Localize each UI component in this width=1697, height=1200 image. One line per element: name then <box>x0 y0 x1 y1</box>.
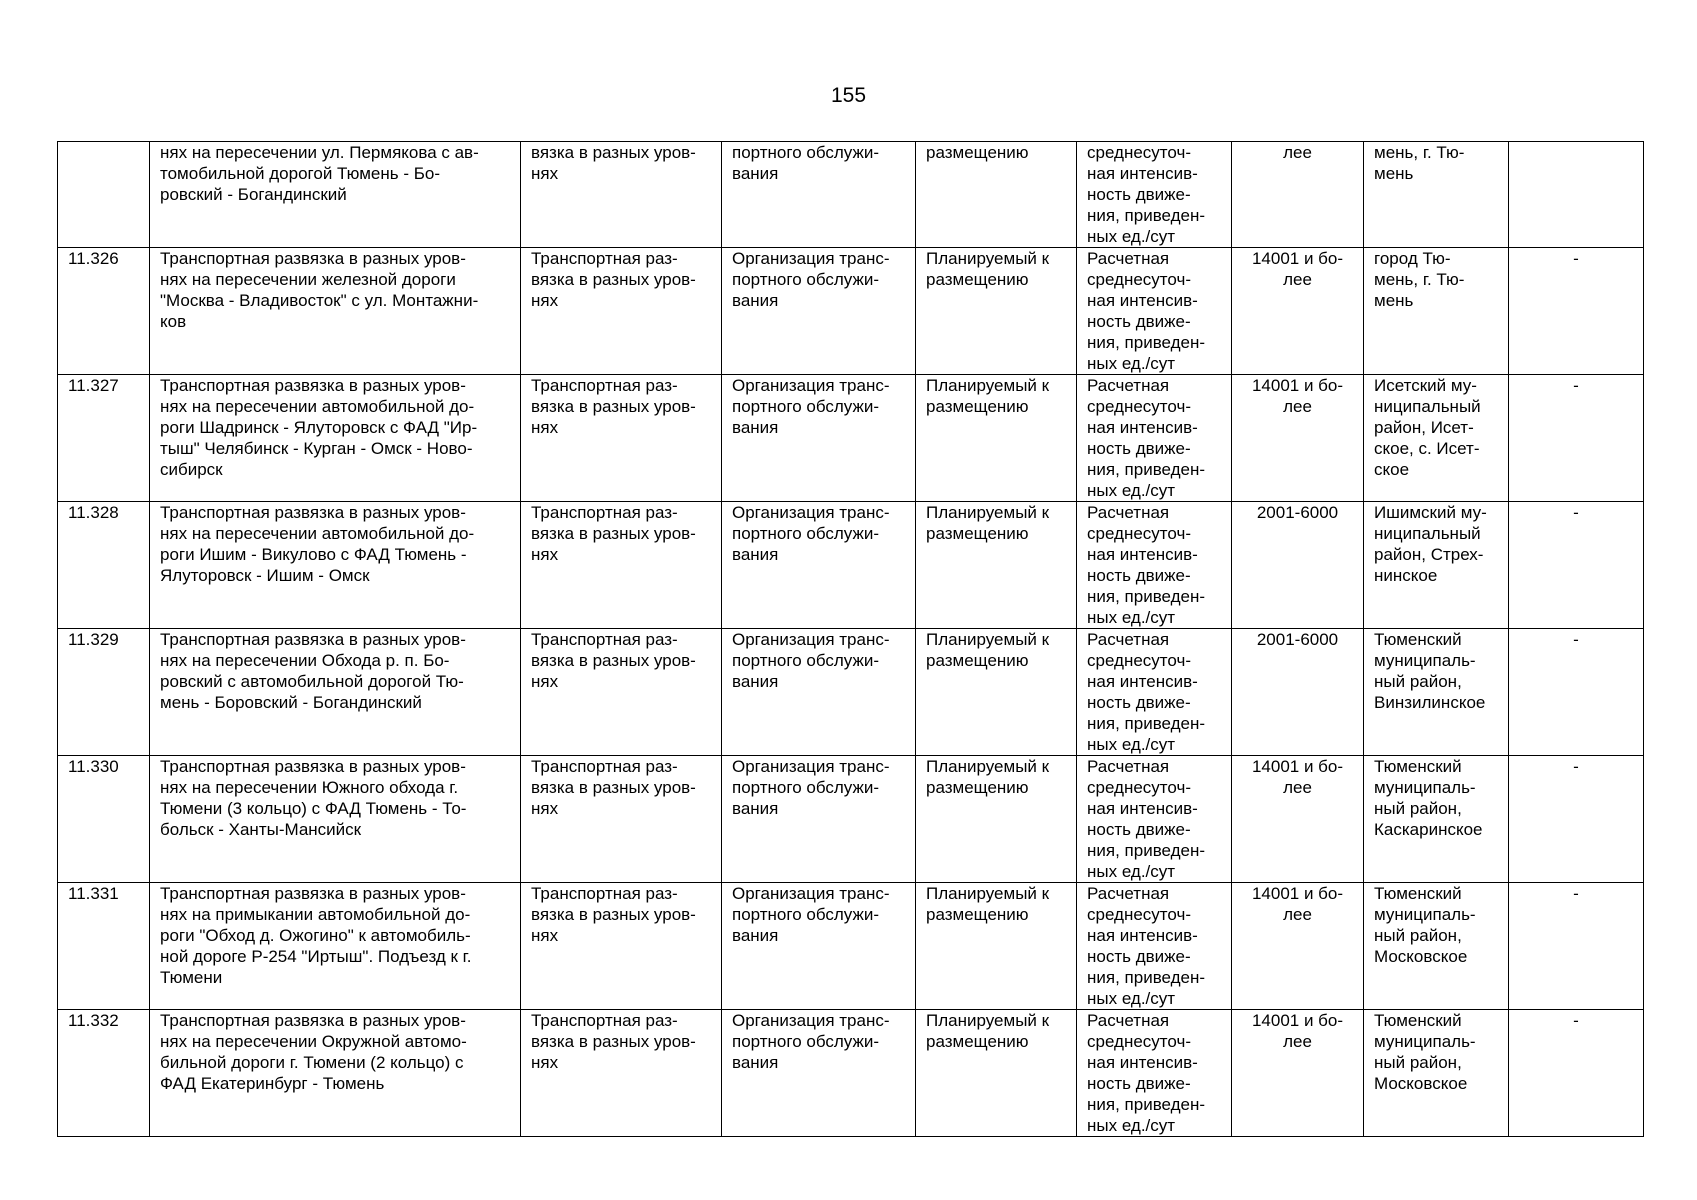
cell-extra: - <box>1509 1010 1644 1137</box>
cell-characteristic: Расчетная среднесуточ- ная интенсив- ность движе- ния, приведен- ных ед./сут <box>1077 883 1232 1010</box>
cell-extra: - <box>1509 756 1644 883</box>
objects-table <box>57 141 1644 1137</box>
table-row <box>58 375 1644 502</box>
cell-type: вязка в разных уров- нях <box>521 142 722 248</box>
cell-value: 14001 и бо- лее <box>1232 1010 1364 1137</box>
table-row <box>58 502 1644 629</box>
cell-purpose: Организация транс- портного обслужи- вания <box>722 756 916 883</box>
cell-purpose: Организация транс- портного обслужи- вания <box>722 883 916 1010</box>
cell-num: 11.332 <box>58 1010 150 1137</box>
cell-num: 11.329 <box>58 629 150 756</box>
cell-location: Исетский му- ниципальный район, Исет- ское, с. Исет- ское <box>1364 375 1509 502</box>
cell-name: Транспортная развязка в разных уров- нях на пересечении автомобильной до- роги Шадринск - Ялуторовск с ФАД "Ир- тыш" Челябинск - Курган - Омск - Ново- сибирск <box>150 375 521 502</box>
cell-location: город Тю- мень, г. Тю- мень <box>1364 248 1509 375</box>
cell-status: Планируемый к размещению <box>916 502 1077 629</box>
cell-type: Транспортная раз- вязка в разных уров- нях <box>521 502 722 629</box>
cell-value: 2001-6000 <box>1232 502 1364 629</box>
cell-extra: - <box>1509 883 1644 1010</box>
cell-location: Ишимский му- ниципальный район, Стрех- нинское <box>1364 502 1509 629</box>
cell-location: Тюменский муниципаль- ный район, Каскаринское <box>1364 756 1509 883</box>
cell-extra <box>1509 142 1644 248</box>
cell-status: Планируемый к размещению <box>916 248 1077 375</box>
cell-extra: - <box>1509 375 1644 502</box>
cell-name: Транспортная развязка в разных уров- нях на пересечении железной дороги "Москва - Владивосток" с ул. Монтажни- ков <box>150 248 521 375</box>
cell-status: Планируемый к размещению <box>916 883 1077 1010</box>
cell-characteristic: Расчетная среднесуточ- ная интенсив- ность движе- ния, приведен- ных ед./сут <box>1077 756 1232 883</box>
cell-type: Транспортная раз- вязка в разных уров- нях <box>521 375 722 502</box>
cell-name: Транспортная развязка в разных уров- нях на пересечении Южного обхода г. Тюмени (3 кольцо) с ФАД Тюмень - То- больск - Ханты-Мансийск <box>150 756 521 883</box>
cell-location: Тюменский муниципаль- ный район, Винзилинское <box>1364 629 1509 756</box>
cell-value: 14001 и бо- лее <box>1232 756 1364 883</box>
cell-num: 11.328 <box>58 502 150 629</box>
cell-purpose: Организация транс- портного обслужи- вания <box>722 1010 916 1137</box>
cell-name: нях на пересечении ул. Пермякова с ав- томобильной дорогой Тюмень - Бо- ровский - Богандинский <box>150 142 521 248</box>
cell-status: размещению <box>916 142 1077 248</box>
cell-num: 11.326 <box>58 248 150 375</box>
cell-characteristic: среднесуточ- ная интенсив- ность движе- ния, приведен- ных ед./сут <box>1077 142 1232 248</box>
cell-num: 11.330 <box>58 756 150 883</box>
cell-extra: - <box>1509 629 1644 756</box>
table-row <box>58 756 1644 883</box>
cell-type: Транспортная раз- вязка в разных уров- нях <box>521 756 722 883</box>
cell-purpose: Организация транс- портного обслужи- вания <box>722 375 916 502</box>
cell-value: 14001 и бо- лее <box>1232 248 1364 375</box>
cell-location: Тюменский муниципаль- ный район, Московское <box>1364 883 1509 1010</box>
table-row <box>58 883 1644 1010</box>
cell-purpose: Организация транс- портного обслужи- вания <box>722 629 916 756</box>
cell-value: 14001 и бо- лее <box>1232 375 1364 502</box>
cell-purpose: портного обслужи- вания <box>722 142 916 248</box>
cell-type: Транспортная раз- вязка в разных уров- нях <box>521 248 722 375</box>
cell-location: Тюменский муниципаль- ный район, Московское <box>1364 1010 1509 1137</box>
cell-status: Планируемый к размещению <box>916 1010 1077 1137</box>
table-row <box>58 248 1644 375</box>
cell-status: Планируемый к размещению <box>916 375 1077 502</box>
cell-characteristic: Расчетная среднесуточ- ная интенсив- ность движе- ния, приведен- ных ед./сут <box>1077 502 1232 629</box>
cell-purpose: Организация транс- портного обслужи- вания <box>722 502 916 629</box>
cell-type: Транспортная раз- вязка в разных уров- нях <box>521 883 722 1010</box>
cell-name: Транспортная развязка в разных уров- нях на пересечении Обхода р. п. Бо- ровский с автомобильной дорогой Тю- мень - Боровский - Богандинский <box>150 629 521 756</box>
cell-characteristic: Расчетная среднесуточ- ная интенсив- ность движе- ния, приведен- ных ед./сут <box>1077 1010 1232 1137</box>
cell-value: 14001 и бо- лее <box>1232 883 1364 1010</box>
cell-purpose: Организация транс- портного обслужи- вания <box>722 248 916 375</box>
cell-characteristic: Расчетная среднесуточ- ная интенсив- ность движе- ния, приведен- ных ед./сут <box>1077 629 1232 756</box>
cell-status: Планируемый к размещению <box>916 756 1077 883</box>
page-number: 155 <box>830 84 867 107</box>
cell-extra: - <box>1509 248 1644 375</box>
table-row <box>58 1010 1644 1137</box>
cell-status: Планируемый к размещению <box>916 629 1077 756</box>
cell-num: 11.331 <box>58 883 150 1010</box>
cell-value: 2001-6000 <box>1232 629 1364 756</box>
cell-name: Транспортная развязка в разных уров- нях на примыкании автомобильной до- роги "Обход д. Ожогино" к автомобиль- ной дороге Р-254 "Иртыш". Подъезд к г. Тюмени <box>150 883 521 1010</box>
cell-location: мень, г. Тю- мень <box>1364 142 1509 248</box>
cell-type: Транспортная раз- вязка в разных уров- нях <box>521 1010 722 1137</box>
table-row <box>58 629 1644 756</box>
cell-characteristic: Расчетная среднесуточ- ная интенсив- ность движе- ния, приведен- ных ед./сут <box>1077 375 1232 502</box>
cell-num: 11.327 <box>58 375 150 502</box>
cell-value: лее <box>1232 142 1364 248</box>
cell-num <box>58 142 150 248</box>
cell-type: Транспортная раз- вязка в разных уров- нях <box>521 629 722 756</box>
cell-extra: - <box>1509 502 1644 629</box>
cell-characteristic: Расчетная среднесуточ- ная интенсив- ность движе- ния, приведен- ных ед./сут <box>1077 248 1232 375</box>
table-row <box>58 142 1644 248</box>
cell-name: Транспортная развязка в разных уров- нях на пересечении Окружной автомо- бильной дороги г. Тюмени (2 кольцо) с ФАД Екатеринбург - Тюмень <box>150 1010 521 1137</box>
cell-name: Транспортная развязка в разных уров- нях на пересечении автомобильной до- роги Ишим - Викулово с ФАД Тюмень - Ялуторовск - Ишим - Омск <box>150 502 521 629</box>
